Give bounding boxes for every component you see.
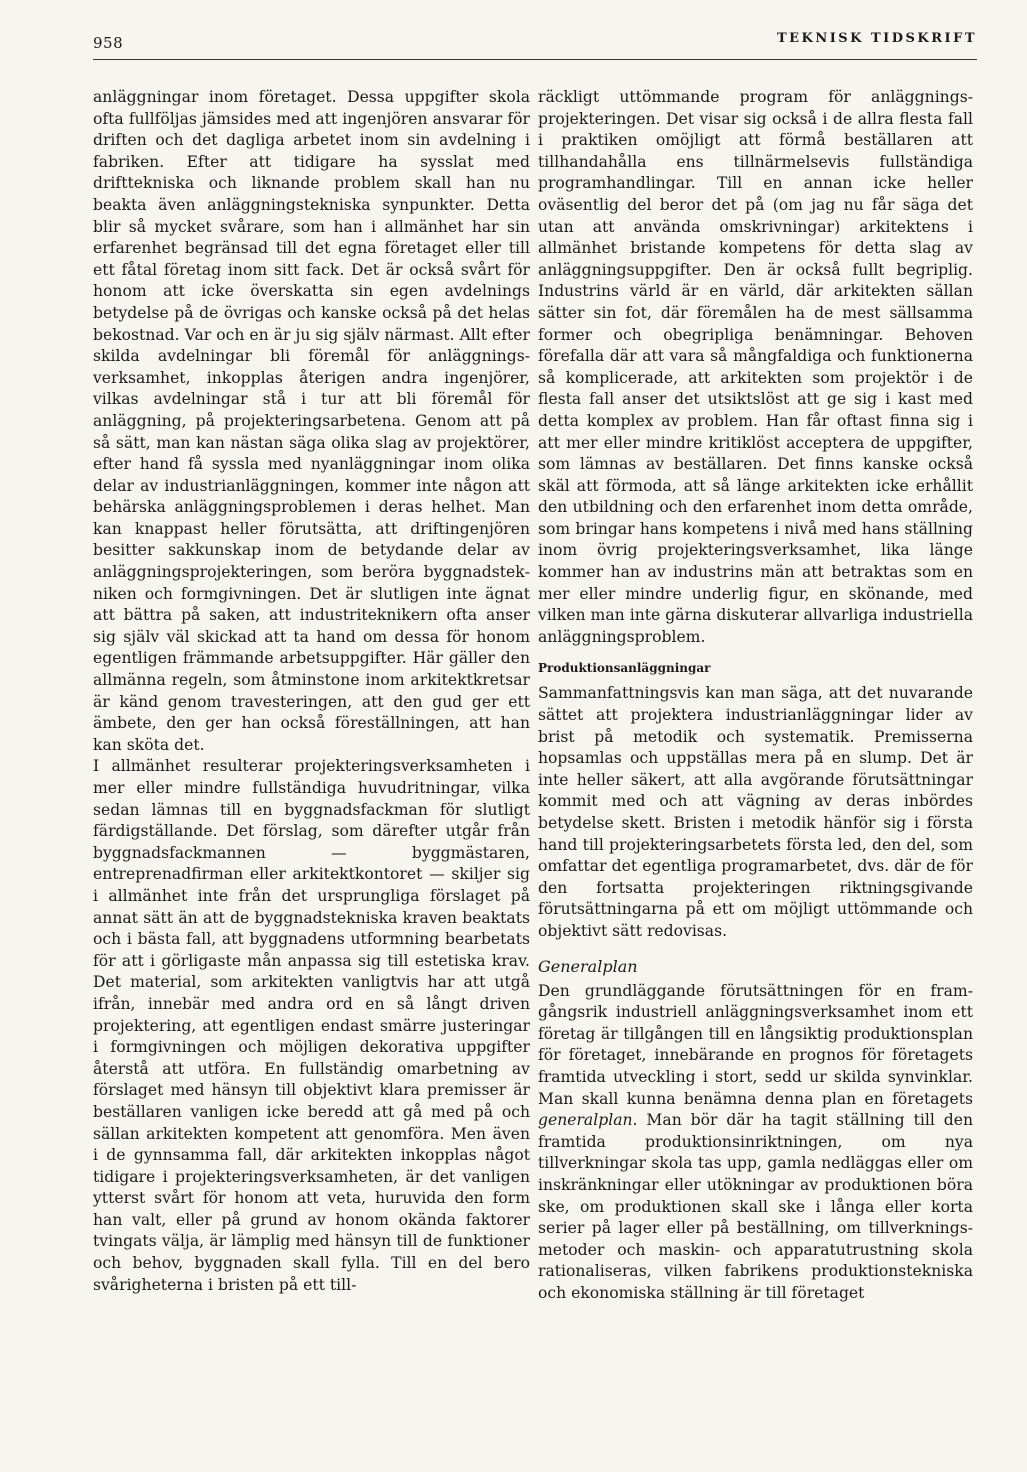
page-number: 958	[93, 34, 124, 52]
left-paragraph-1: anläggningar inom företaget. Dessa uppgifter skola ofta fullföljas jämsides med att ingenjören ansvarar för driften och det dagliga arbetet inom sin avdelning i fabriken. Efter att tidigare ha sysslat med drifttekniska och liknande problem skall han nu beakta även anläggningstekniska synpunkter. Detta blir så mycket svårare, som han i allmänhet har sin erfarenhet begränsad till det egna företaget eller till ett fåtal företag inom sitt fack. Det är också svårt för honom att icke överskatta sin egen avdelnings betydelse på de övrigas och kanske också på det helas bekostnad. Var och en är ju sig själv närmast. Allt efter skilda avdelningar bli föremål för anläggningsverksamhet, inkopplas återigen andra ingenjörer, vilkas avdelningar stå i tur att bli föremål för anläggning, på projekteringsarbetena. Genom att på så sätt, man kan nästan säga olika slag av projektörer, efter hand få syssla med nyanläggningar inom olika delar av industrianläggningen, kommer inte någon att behärska anläggningsproblemen i deras helhet. Man kan knappast heller förutsätta, att driftingenjören besitter sakkunskap inom de betydande delar av anläggningsprojekteringen, som beröra byggnadstekniken och formgivningen. Det är slutligen inte ägnat att bättra på saken, att industriteknikern ofta anser sig själv väl skickad att ta hand om dessa för honom egentligen främmande arbetsuppgifter. Här gäller den allmänna regeln, som åtminstone inom arkitektkretsar är känd genom travesteringen, att den gud ger ett ämbete, den ger han också föreställningen, att han kan sköta det.	[93, 88, 530, 754]
para3-text-b: Man bör där ha tagit ställning till den framtida produktionsinriktningen, om nya tillverkningar skola tas upp, gamla nedläggas eller om inskränkningar eller utökningar av produktionen böra ske, om produktionen skall ske i långa eller korta serier på lager eller på beställning, om tillverkningsmetoder och maskin- och apparatutrustning skola rationaliseras, vilken fabrikens produktionstekniska och ekonomiska ställning är till företaget	[538, 1111, 973, 1302]
header-rule	[93, 59, 977, 60]
journal-title: TEKNISK TIDSKRIFT	[776, 31, 977, 46]
left-paragraph-2: I allmänhet resulterar projekteringsverksamheten i mer eller mindre fullständiga huvudritningar, vilka sedan lämnas till en byggnadsfackman för slutligt färdigställande. Det förslag, som därefter utgår från byggnadsfackmannen — byggmästaren, entreprenadfirman eller arkitektkontoret — skiljer sig i allmänhet inte från det ursprungliga förslaget på annat sätt än att de byggnadstekniska kraven beaktats och i bästa fall, att byggnadens utformning bearbetats för att i görligaste mån anpassa sig till estetiska krav. Det material, som arkitekten vanligtvis har att utgå ifrån, innebär med andra ord en så långt driven projektering, att egentligen endast smärre justeringar i formgivningen och möjligen dekorativa uppgifter återstå att utföra. En fullständig omarbetning av förslaget med hänsyn till objektivt klara premisser är beställaren vanligen icke beredd att gå med på och sällan arkitekten kompetent att genomföra. Men även i de gynnsamma fall, där arkitekten inkopplas något tidigare i projekteringsverksamheten, är det vanligen ytterst svårt för honom att veta, huruvida den form han valt, eller på grund av honom okända faktorer tvingats välja, är lämplig med hänsyn till de funktioner och behov, byggnaden skall fylla. Till en del bero svårigheterna i bristen på ett till-	[93, 757, 530, 1294]
subheading-generalplan: Generalplan	[538, 956, 638, 976]
right-paragraph-1: räckligt uttömmande program för anläggningsprojekteringen. Det visar sig också i de allra flesta fall i praktiken omöjligt att förmå beställaren att tillhandahålla ens tillnärmelsevis fullständiga programhandlingar. Till en annan icke heller oväsentlig del beror det på (om jag nu får säga det utan att använda omskrivningar) arkitektens i allmänhet bristande kompetens för detta slag av anläggningsuppgifter. Den är också fullt begriplig. Industrins värld är en värld, där arkitekten sällan sätter sin fot, där föremålen ha de mest sällsamma former och obegripliga benämningar. Behoven förefalla där att vara så mångfaldiga och funktionerna så komplicerade, att arkitekten som projektör i de flesta fall anser det utsiktslöst att ge sig i kast med detta komplex av problem. Han får oftast finna sig i att mer eller mindre kritiklöst acceptera de uppgifter, som lämnas av beställaren. Det finns kanske också skäl att förmoda, att så länge arkitekten icke erhållit den utbildning och den erfarenhet inom detta område, som bringar hans kompetens i nivå med hans ställning inom övrig projekteringsverksamhet, lika länge kommer han av industrins män att betraktas som en mer eller mindre underlig figur, en skönande, med vilken man inte gärna diskuterar allvarliga industriella anläggningsproblem.	[538, 88, 973, 646]
right-column	[538, 87, 973, 1304]
section-heading: Produktionsanläggningar	[538, 661, 711, 676]
right-paragraph-3	[538, 981, 973, 1305]
left-column	[93, 87, 530, 1296]
para3-emphasis: generalplan.	[538, 1111, 638, 1130]
right-paragraph-2: Sammanfattningsvis kan man säga, att det nuvarande sättet att projektera industrianläggningar lider av brist på metodik och systematik. Premisserna hopsamlas och uppställas mera på en slump. Det är inte heller säkert, att alla avgörande förutsättningar kommit med och att vägning av deras inbördes betydelse skett. Bristen i metodik hänför sig i första hand till projekteringsarbetets första led, den del, som omfattar det egentliga programarbetet, dvs. där de för den fortsatta projekteringen riktningsgivande förutsättningarna på ett om möjligt uttömmande och objektivt sätt redovisas.	[538, 684, 973, 940]
para3-text-a: Den grundläggande förutsättningen för en framgångsrik industriell anläggningsverksamhet inom ett företag är tillgången till en långsiktig produktionsplan för företaget, innebärande en prognos för företagets framtida utveckling i stort, sedd ur skilda synvinklar. Man skall kunna benämna denna plan en företagets	[538, 981, 973, 1108]
